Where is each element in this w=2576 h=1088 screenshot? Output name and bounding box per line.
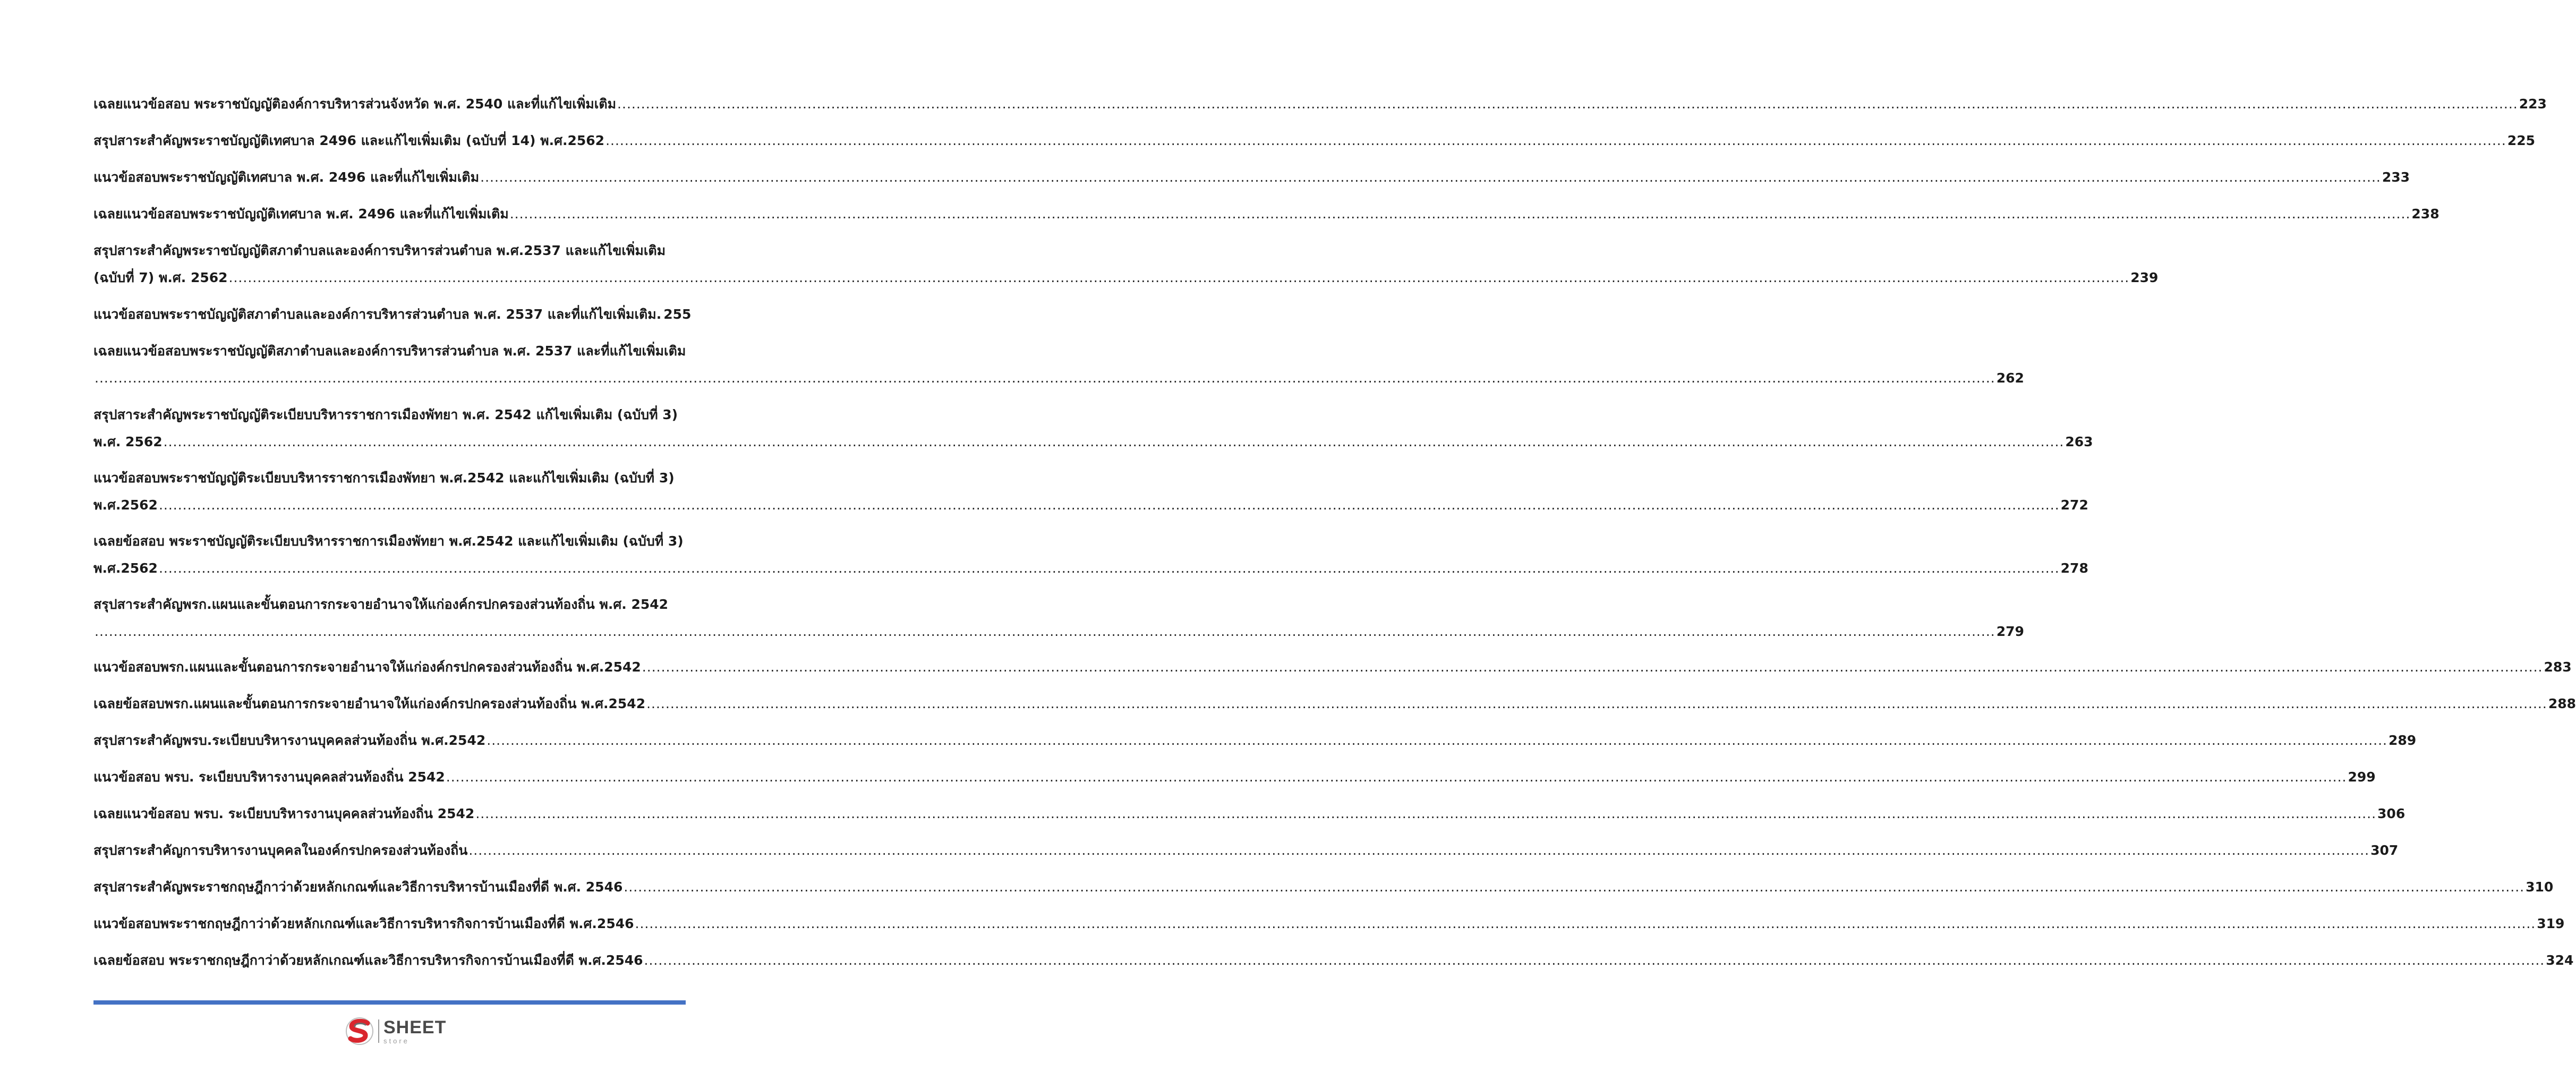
toc-entry-title-line: สรุปสาระสำคัญพรก.แผนและขั้นตอนการกระจายอำนาจให้แก่องค์กรปกครองส่วนท้องถิ่น พ.ศ. 2542 [93,597,669,612]
toc-leader-dots: ................................................................................................................................................................................................................................................................................................................................................................................................................ [95,370,1995,386]
toc-page-number: 289 [2388,733,2417,748]
toc-entry[interactable] [93,242,2159,286]
toc-entry-title: แนวข้อสอบพระราชบัญญัติเทศบาล พ.ศ. 2496 และที่แก้ไขเพิ่มเติม [93,169,480,185]
toc-entry-title-line: แนวข้อสอบพระราชบัญญัติระเบียบบริหารราชการเมืองพัทยา พ.ศ.2542 และแก้ไขเพิ่มเติม (ฉบับที่ 3) [93,470,675,486]
toc-entry-title: แนวข้อสอบพระราชกฤษฎีกาว่าด้วยหลักเกณฑ์และวิธีการบริหารกิจการบ้านเมืองที่ดี พ.ศ.2546 [93,916,634,931]
toc-entry[interactable] [93,842,2399,859]
toc-leader-dots: ................................................................................................................................................................................................................................................................................................................................................................................................................ [509,206,2411,222]
toc-page-number: 238 [2411,206,2439,222]
toc-entry[interactable] [93,306,692,323]
toc-page-number: 319 [2537,916,2565,931]
toc-page-number: 279 [1996,624,2024,639]
toc-entry-title-line: สรุปสาระสำคัญพระราชบัญญัติระเบียบบริหารราชการเมืองพัทยา พ.ศ. 2542 แก้ไขเพิ่มเติม (ฉบับที่ 3) [93,407,678,422]
toc-entry[interactable] [93,406,2093,450]
toc-leader-dots: ................................................................................................................................................................................................................................................................................................................................................................................................................ [95,624,1995,639]
toc-entry[interactable] [93,132,2535,149]
toc-entry-title: พ.ศ. 2562 [93,434,163,449]
toc-entry-title: เฉลยแนวข้อสอบ พรบ. ระเบียบบริหารงานบุคคลส่วนท้องถิ่น 2542 [93,806,475,821]
toc-leader-dots: ................................................................................................................................................................................................................................................................................................................................................................................................................ [635,916,2536,931]
toc-entry-title: เฉลยแนวข้อสอบ พระราชบัญญัติองค์การบริหารส่วนจังหวัด พ.ศ. 2540 และที่แก้ไขเพิ่มเติม [93,96,617,112]
toc-entry-title: สรุปสาระสำคัญพระราชบัญญัติเทศบาล 2496 และแก้ไขเพิ่มเติม (ฉบับที่ 14) พ.ศ.2562 [93,133,605,148]
toc-entry[interactable] [93,695,2576,712]
toc-entry[interactable] [93,596,2024,640]
toc-entry[interactable] [93,769,2376,786]
footer-divider [93,1000,686,1005]
toc-page-number: 262 [1996,370,2024,386]
toc-entry-title: พ.ศ.2562 [93,560,158,576]
toc-leader-dots: ................................................................................................................................................................................................................................................................................................................................................................................................................ [487,733,2387,748]
toc-entry-title: สรุปสาระสำคัญการบริหารงานบุคคลในองค์กรปกครองส่วนท้องถิ่น [93,843,468,858]
logo-main-text: SHEET [383,1017,447,1038]
toc-page-number: 283 [2544,659,2572,675]
toc-entry[interactable] [93,952,2574,969]
toc-entry-title: แนวข้อสอบพระราชบัญญัติสภาตำบลและองค์การบริหารส่วนตำบล พ.ศ. 2537 และที่แก้ไขเพิ่มเติม. [93,307,662,322]
toc-entry[interactable] [93,533,2088,577]
toc-page-number: 299 [2348,769,2376,785]
logo-text [383,1018,446,1044]
toc-leader-dots: ................................................................................................................................................................................................................................................................................................................................................................................................................ [158,497,2060,513]
toc-page-number: 306 [2377,806,2406,821]
toc-leader-dots: ................................................................................................................................................................................................................................................................................................................................................................................................................ [624,879,2525,895]
toc-page-number: 263 [2065,434,2093,449]
toc-page-number: 288 [2548,696,2576,711]
toc-leader-dots: ................................................................................................................................................................................................................................................................................................................................................................................................................ [163,434,2065,449]
toc-entry-title: พ.ศ.2562 [93,497,158,513]
toc-leader-dots: ................................................................................................................................................................................................................................................................................................................................................................................................................ [617,96,2518,112]
toc-leader-dots: ................................................................................................................................................................................................................................................................................................................................................................................................................ [642,659,2543,675]
toc-leader-dots: ................................................................................................................................................................................................................................................................................................................................................................................................................ [228,270,2130,285]
toc-leader-dots: ................................................................................................................................................................................................................................................................................................................................................................................................................ [446,769,2347,785]
toc-entry[interactable] [93,915,2565,932]
toc-entry-title-line: สรุปสาระสำคัญพระราชบัญญัติสภาตำบลและองค์การบริหารส่วนตำบล พ.ศ.2537 และแก้ไขเพิ่มเติม [93,243,666,258]
toc-entry-title: เฉลยแนวข้อสอบพระราชบัญญัติเทศบาล พ.ศ. 2496 และที่แก้ไขเพิ่มเติม [93,206,509,222]
toc-entry[interactable] [93,169,2410,186]
toc-entry-title-line: เฉลยแนวข้อสอบพระราชบัญญัติสภาตำบลและองค์การบริหารส่วนตำบล พ.ศ. 2537 และที่แก้ไขเพิ่มเติม [93,343,686,359]
toc-entry[interactable] [93,732,2417,749]
toc-leader-dots: ................................................................................................................................................................................................................................................................................................................................................................................................................ [646,696,2547,711]
toc-page-number: 307 [2370,843,2399,858]
toc-entry-title: แนวข้อสอบ พรบ. ระเบียบบริหารงานบุคคลส่วนท้องถิ่น 2542 [93,769,445,785]
toc-entry[interactable] [93,206,2439,223]
toc-entry[interactable] [93,805,2406,822]
toc-entry-title: สรุปสาระสำคัญพระราชกฤษฎีกาว่าด้วยหลักเกณฑ์และวิธีการบริหารบ้านเมืองที่ดี พ.ศ. 2546 [93,879,623,895]
toc-entry-title: แนวข้อสอบพรก.แผนและขั้นตอนการกระจายอำนาจให้แก่องค์กรปกครองส่วนท้องถิ่น พ.ศ.2542 [93,659,641,675]
toc-page-number: 272 [2060,497,2088,513]
toc-page-number: 324 [2546,953,2574,968]
toc-entry[interactable] [93,343,2024,387]
toc-entry[interactable] [93,659,2572,676]
toc-leader-dots: ................................................................................................................................................................................................................................................................................................................................................................................................................ [480,169,2381,185]
toc-page-number: 239 [2130,270,2159,285]
toc-leader-dots: ................................................................................................................................................................................................................................................................................................................................................................................................................ [644,953,2545,968]
toc-entry-title: เฉลยข้อสอบ พระราชกฤษฎีกาว่าด้วยหลักเกณฑ์และวิธีการบริหารกิจการบ้านเมืองที่ดี พ.ศ.2546 [93,953,643,968]
toc-entry[interactable] [93,96,2547,113]
toc-leader-dots: ................................................................................................................................................................................................................................................................................................................................................................................................................ [468,843,2370,858]
toc-leader-dots: ................................................................................................................................................................................................................................................................................................................................................................................................................ [605,133,2506,148]
sheet-store-logo [344,1015,446,1048]
toc-page-number: 233 [2382,169,2410,185]
toc-entry[interactable] [93,470,2088,514]
toc-leader-dots: ................................................................................................................................................................................................................................................................................................................................................................................................................ [158,560,2060,576]
toc-leader-dots: ................................................................................................................................................................................................................................................................................................................................................................................................................ [475,806,2377,821]
toc-page-number: 255 [663,307,692,322]
toc-entry-title-line: เฉลยข้อสอบ พระราชบัญญัติระเบียบบริหารราชการเมืองพัทยา พ.ศ.2542 และแก้ไขเพิ่มเติม (ฉบับที่ 3) [93,533,684,549]
toc-page-number: 310 [2526,879,2554,895]
toc-entry[interactable] [93,879,2554,896]
toc-entry-title: สรุปสาระสำคัญพรบ.ระเบียบบริหารงานบุคคลส่วนท้องถิ่น พ.ศ.2542 [93,733,486,748]
toc-page-number: 225 [2507,133,2535,148]
toc-entry-title: (ฉบับที่ 7) พ.ศ. 2562 [93,270,228,285]
logo-sub-text: store [383,1036,410,1045]
toc-entry-title: เฉลยข้อสอบพรก.แผนและขั้นตอนการกระจายอำนาจให้แก่องค์กรปกครองส่วนท้องถิ่น พ.ศ.2542 [93,696,646,711]
toc-page-number: 278 [2060,560,2088,576]
toc-page-number: 223 [2519,96,2547,112]
sheet-store-s-logo-icon [344,1016,375,1047]
logo-separator [378,1019,379,1043]
